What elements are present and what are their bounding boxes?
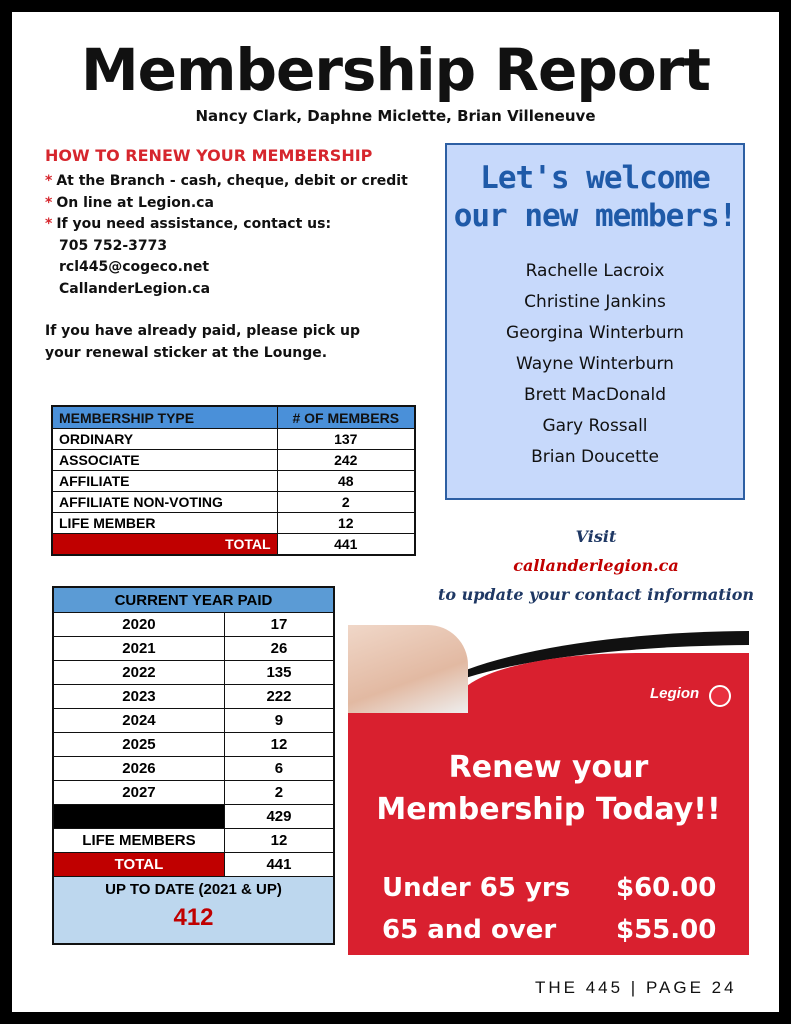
poppy-icon	[709, 685, 731, 707]
total-row	[52, 534, 415, 556]
asterisk-icon: *	[45, 216, 53, 232]
renew-heading: HOW TO RENEW YOUR MEMBERSHIP	[45, 146, 373, 165]
paid-note: If you have already paid, please pick up your renewal sticker at the Lounge.	[45, 323, 361, 361]
header-current-year-paid: CURRENT YEAR PAID	[53, 587, 334, 613]
contact-website: CallanderLegion.ca	[59, 280, 211, 297]
contact-phone: 705 752-3773	[59, 237, 168, 254]
total-row	[53, 853, 334, 877]
table-row: 2022 135	[53, 661, 334, 685]
table-row: 2025 12	[53, 733, 334, 757]
visit-line: Visit	[575, 527, 617, 546]
table-header-row	[52, 406, 415, 429]
new-member-list	[447, 256, 743, 473]
table-row: 2027 2	[53, 781, 334, 805]
new-member-name: Wayne Winterburn	[516, 354, 674, 374]
table-row: ASSOCIATE 242	[52, 450, 415, 471]
up-to-date-value: 412	[173, 904, 214, 931]
table-row: 2023 222	[53, 685, 334, 709]
subtotal-blank	[53, 805, 224, 829]
renew-promo-banner	[348, 625, 749, 955]
total-value: 441	[224, 853, 334, 877]
table-row: 2020 17	[53, 613, 334, 637]
table-row: ORDINARY 137	[52, 429, 415, 450]
website-link[interactable]: callanderlegion.ca	[513, 556, 679, 575]
new-member-name: Brett MacDonald	[523, 385, 667, 405]
current-year-paid-table	[52, 586, 335, 945]
total-value: 441	[277, 534, 415, 556]
total-label: TOTAL	[53, 853, 224, 877]
header-member-count: # OF MEMBERS	[277, 406, 415, 429]
life-members-value: 12	[224, 829, 334, 853]
total-label: TOTAL	[52, 534, 277, 556]
page-footer: THE 445 | PAGE 24	[535, 978, 737, 997]
new-member-name: Georgina Winterburn	[506, 323, 684, 343]
welcome-title: Let's welcome our new members!	[453, 160, 737, 234]
price-row	[382, 915, 722, 945]
legion-logo: Legion	[650, 685, 700, 702]
price-label: Under 65 yrs	[382, 873, 571, 903]
table-row: 2024 9	[53, 709, 334, 733]
authors-line: Nancy Clark, Daphne Miclette, Brian Villeneuve	[195, 107, 596, 125]
contact-email: rcl445@cogeco.net	[59, 259, 210, 275]
new-member-name: Christine Jankins	[524, 292, 666, 312]
membership-type-table	[51, 405, 416, 556]
renew-item: * If you need assistance, contact us:	[45, 216, 332, 232]
header-membership-type: MEMBERSHIP TYPE	[52, 406, 277, 429]
renew-item: * At the Branch - cash, cheque, debit or credit	[45, 173, 408, 189]
life-members-row	[53, 829, 334, 853]
visit-line: to update your contact information	[437, 585, 755, 604]
asterisk-icon: *	[45, 194, 53, 211]
renew-item: * On line at Legion.ca	[45, 194, 214, 211]
table-row: 2026 6	[53, 757, 334, 781]
table-row: LIFE MEMBER 12	[52, 513, 415, 534]
page-title: Membership Report	[80, 36, 711, 104]
new-member-name: Gary Rossall	[542, 416, 648, 436]
promo-headline: Renew your Membership Today!!	[376, 750, 721, 827]
asterisk-icon: *	[45, 173, 53, 189]
new-member-name: Rachelle Lacroix	[525, 261, 665, 281]
up-to-date-row	[53, 877, 334, 945]
table-row: AFFILIATE NON-VOTING 2	[52, 492, 415, 513]
table-row: 2021 26	[53, 637, 334, 661]
price-label: 65 and over	[382, 915, 557, 945]
table-header-row	[53, 587, 334, 613]
renew-instructions	[45, 171, 408, 300]
up-to-date-label: UP TO DATE (2021 & UP)	[105, 881, 282, 898]
subtotal-row	[53, 805, 334, 829]
new-member-name: Brian Doucette	[531, 447, 659, 467]
visit-notice	[432, 522, 760, 609]
subtotal-value: 429	[224, 805, 334, 829]
hand-photo	[348, 625, 468, 713]
price-amount: $55.00	[616, 915, 717, 945]
table-row: AFFILIATE 48	[52, 471, 415, 492]
life-members-label: LIFE MEMBERS	[53, 829, 224, 853]
price-amount: $60.00	[616, 873, 717, 903]
newsletter-page	[12, 12, 779, 1012]
up-to-date-cell	[53, 877, 334, 945]
price-row	[382, 873, 722, 903]
welcome-box	[445, 143, 745, 500]
